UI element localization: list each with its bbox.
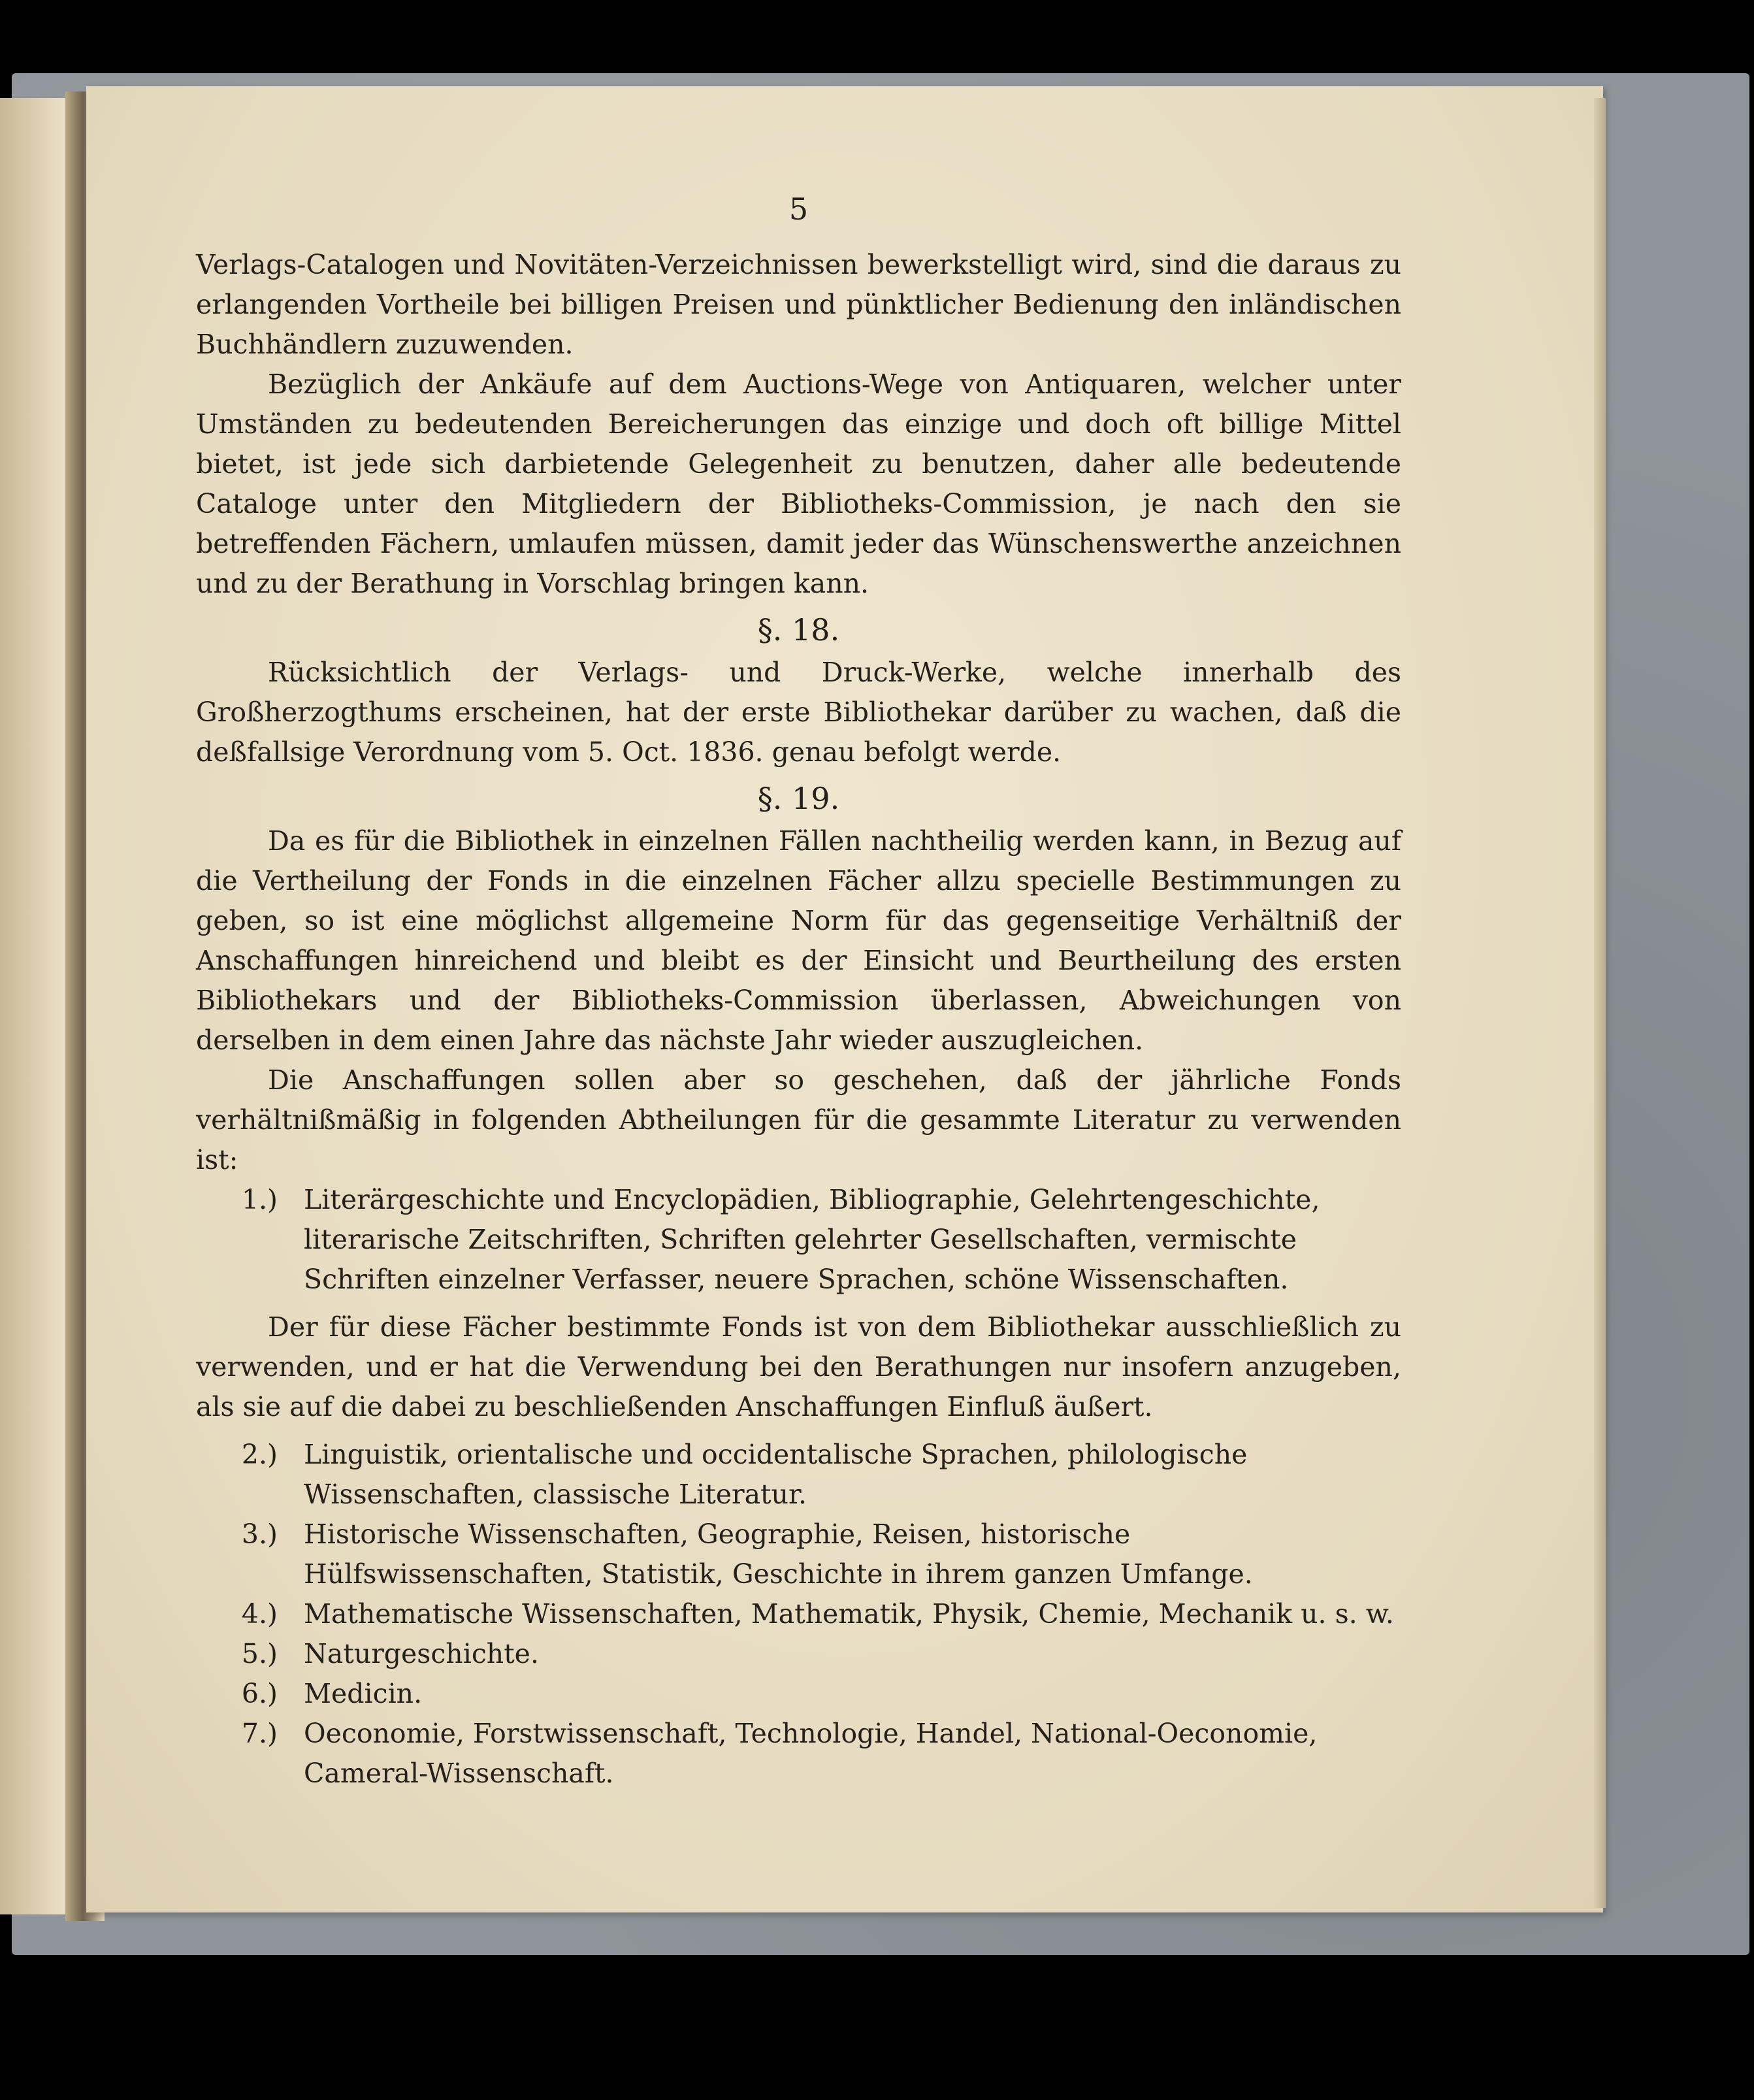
section-19-paragraph-1: Da es für die Bibliothek in einzelnen Fällen nachtheilig werden kann, in Bezug auf die Vertheilung der Fonds in die einzelnen Fächer allzu specielle Bestimmungen zu geben, so ist eine möglichst allgemeine Norm für das gegenseitige Verhältniß der Anschaffungen hinreichend und bleibt es der Einsicht und Beurtheilung des ersten Bibliothekars und der Bibliotheks-Commission überlassen, Abweichungen von derselben in dem einen Jahre das nächste Jahr wieder auszugleichen. <box>196 825 1401 1056</box>
section-18-text: Rücksichtlich der Verlags- und Druck-Werke, welche innerhalb des Großherzogthums erscheinen, hat der erste Bibliothekar darüber zu wachen, daß die deßfallsige Verordnung vom 5. Oct. 1836. genau befolgt werde. <box>196 657 1401 768</box>
paragraph-continued: Verlags-Catalogen und Novitäten-Verzeichnissen bewerkstelligt wird, sind die daraus zu erlangenden Vortheile bei billigen Preisen und pünktlicher Bedienung den inländischen Buchhändlern zuzuwenden. <box>196 249 1401 360</box>
section-19-paragraph-2: Die Anschaffungen sollen aber so geschehen, daß der jährliche Fonds verhältnißmäßig in folgenden Abtheilungen für die gesammte Literatur zu verwenden ist: <box>196 1064 1401 1175</box>
section-18-heading: §. 18. <box>757 612 840 648</box>
list-item-text: Naturgeschichte. <box>304 1638 539 1669</box>
list-item-number: 6.) <box>241 1678 278 1709</box>
list-item-number: 5.) <box>241 1638 278 1669</box>
list-item-text: Linguistik, orientalische und occidentalische Sprachen, philologische Wissenschaften, classische Literatur. <box>304 1439 1248 1510</box>
list-item-number: 1.) <box>241 1184 278 1215</box>
list-item <box>196 1594 1401 1634</box>
page-text <box>196 189 1401 1794</box>
list-item-text: Historische Wissenschaften, Geographie, Reisen, historische Hülfswissenschaften, Statistik, Geschichte in ihrem ganzen Umfange. <box>304 1518 1253 1590</box>
section-19-paragraph-3: Der für diese Fächer bestimmte Fonds ist von dem Bibliothekar ausschließlich zu verwenden, und er hat die Verwendung bei den Berathungen nur insofern anzugeben, als sie auf die dabei zu beschließenden Anschaffungen Einfluß äußert. <box>196 1311 1401 1422</box>
list-item-text: Literärgeschichte und Encyclopädien, Bibliographie, Gelehrtengeschichte, literarische Zeitschriften, Schriften gelehrter Gesellschaften, vermischte Schriften einzelner Verfasser, neuere Sprachen, schöne Wissenschaften. <box>304 1184 1320 1295</box>
list-item <box>196 1515 1401 1594</box>
list-item-number: 2.) <box>241 1439 278 1470</box>
list-item <box>196 1435 1401 1515</box>
list-item <box>196 1180 1401 1300</box>
list-item <box>196 1674 1401 1714</box>
list-item-text: Oeconomie, Forstwissenschaft, Technologie, Handel, National-Oeconomie, Cameral-Wissenschaft. <box>304 1718 1318 1789</box>
section-19-heading: §. 19. <box>757 781 840 816</box>
list-item-number: 3.) <box>241 1518 278 1550</box>
list-item <box>196 1714 1401 1794</box>
list-item-number: 4.) <box>241 1598 278 1630</box>
page-edge <box>1594 98 1606 1908</box>
page-number: 5 <box>788 191 809 227</box>
list-item-text: Mathematische Wissenschaften, Mathematik, Physik, Chemie, Mechanik u. s. w. <box>304 1598 1394 1630</box>
list-item <box>196 1634 1401 1674</box>
list-item-text: Medicin. <box>304 1678 423 1709</box>
list-item-number: 7.) <box>241 1718 278 1749</box>
paragraph-auctions: Bezüglich der Ankäufe auf dem Auctions-Wege von Antiquaren, welcher unter Umständen zu bedeutenden Bereicherungen das einzige und doch oft billige Mittel bietet, ist jede sich darbietende Gelegenheit zu benutzen, daher alle bedeutende Cataloge unter den Mitgliedern der Bibliotheks-Commission, je nach den sie betreffenden Fächern, umlaufen müssen, damit jeder das Wünschenswerthe anzeichnen und zu der Berathung in Vorschlag bringen kann. <box>196 369 1401 599</box>
